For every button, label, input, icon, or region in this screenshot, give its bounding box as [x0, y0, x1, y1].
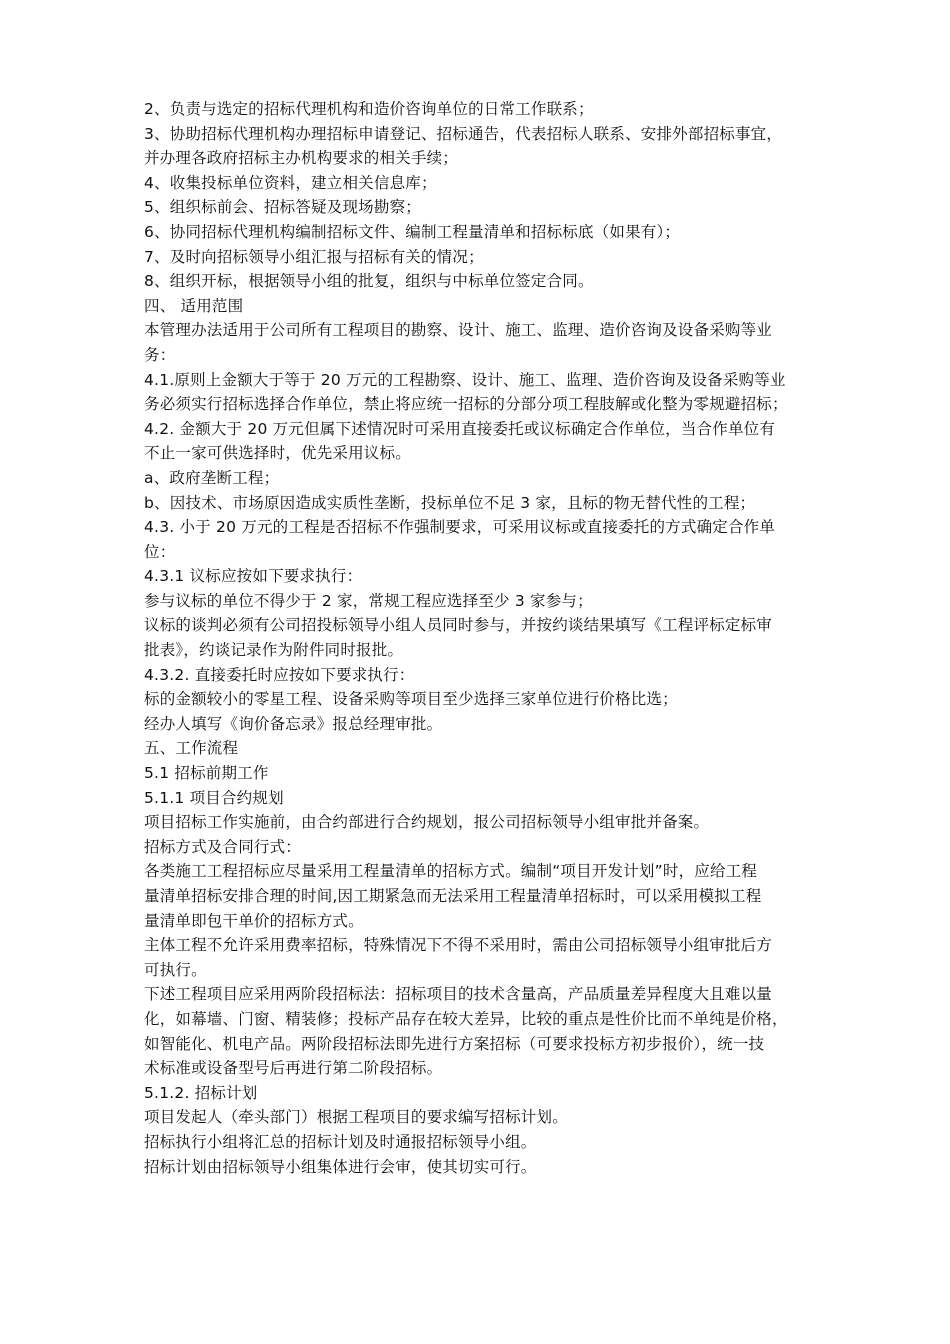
text-line: 项目招标工作实施前，由合约部进行合约规划，报公司招标领导小组审批并备案。	[144, 813, 710, 832]
text-line: 标的金额较小的零星工程、设备采购等项目至少选择三家单位进行价格比选；	[144, 690, 678, 709]
text-line: 如智能化、机电产品。两阶段招标法即先进行方案招标（可要求投标方初步报价），统一技	[144, 1034, 765, 1053]
text-line: 批表》，约谈记录作为附件同时报批。	[144, 641, 404, 660]
text-line: 议标的谈判必须有公司招投标领导小组人员同时参与，并按约谈结果填写《工程评标定标审	[144, 616, 773, 635]
text-line: 不止一家可供选择时，优先采用议标。	[144, 444, 411, 463]
text-line: 术标准或设备型号后再进行第二阶段招标。	[144, 1059, 443, 1078]
text-line: 主体工程不允许采用费率招标，特殊情况下不得不采用时，需由公司招标领导小组审批后方	[144, 936, 773, 955]
text-line: 可执行。	[144, 960, 207, 979]
document-body	[144, 97, 824, 1179]
text-line: 6、协同招标代理机构编制招标文件、编制工程量清单和招标标底（如果有）；	[144, 222, 681, 241]
text-line: 务必须实行招标选择合作单位，禁止将应统一招标的分部分项工程肢解或化整为零规避招标；	[144, 395, 788, 414]
text-line: 5、组织标前会、招标答疑及现场勘察；	[144, 198, 421, 217]
text-line: 量清单招标安排合理的时间,因工期紧急而无法采用工程量清单招标时，可以采用模拟工程	[144, 887, 762, 905]
text-line: 3、协助招标代理机构办理招标申请登记、招标通告，代表招标人联系、安排外部招标事宜，	[144, 124, 783, 143]
text-line: 招标计划由招标领导小组集体进行会审，使其切实可行。	[144, 1157, 537, 1176]
text-line: 务：	[144, 345, 176, 364]
section-heading: 四、 适用范围	[144, 296, 244, 315]
subsection-heading: 5.1.2. 招标计划	[144, 1083, 258, 1102]
text-line: 4.2. 金额大于 20 万元但属下述情况时可采用直接委托或议标确定合作单位，当合作单位有	[144, 419, 776, 438]
text-line: 招标方式及合同行式：	[144, 837, 302, 856]
text-line: 参与议标的单位不得少于 2 家，常规工程应选择至少 3 家参与；	[144, 591, 593, 610]
section-heading: 五、工作流程	[144, 739, 239, 758]
text-line: 2、负责与选定的招标代理机构和造价咨询单位的日常工作联系；	[144, 100, 594, 118]
text-line: 招标执行小组将汇总的招标计划及时通报招标领导小组。	[144, 1132, 537, 1151]
text-line: 8、组织开标，根据领导小组的批复，组织与中标单位签定合同。	[144, 272, 594, 291]
text-line: 4.1.原则上金额大于等于 20 万元的工程勘察、设计、施工、监理、造价咨询及设备采购等业	[144, 370, 786, 389]
text-line: 经办人填写《询价备忘录》报总经理审批。	[144, 714, 443, 733]
text-line: 下述工程项目应采用两阶段招标法：招标项目的技术含量高，产品质量差异程度大且难以量	[144, 985, 773, 1004]
text-line: 4.3. 小于 20 万元的工程是否招标不作强制要求，可采用议标或直接委托的方式确定合作单	[144, 518, 776, 537]
text-line: 4、收集投标单位资料，建立相关信息库；	[144, 173, 437, 192]
text-line: 量清单即包干单价的招标方式。	[144, 911, 364, 930]
subsection-heading: 5.1.1 项目合约规划	[144, 788, 284, 807]
text-line: 化，如幕墙、门窗、精装修；投标产品存在较大差异，比较的重点是性价比而不单纯是价格，	[144, 1009, 788, 1028]
text-line: 项目发起人（牵头部门）根据工程项目的要求编写招标计划。	[144, 1108, 568, 1127]
text-line: a、政府垄断工程；	[144, 468, 280, 487]
text-line: 本管理办法适用于公司所有工程项目的勘察、设计、施工、监理、造价咨询及设备采购等业	[144, 321, 773, 340]
text-line: 位：	[144, 542, 176, 561]
subsection-heading: 4.3.2. 直接委托时应按如下要求执行：	[144, 665, 415, 684]
subsection-heading: 4.3.1 议标应按如下要求执行：	[144, 567, 363, 586]
text-line: 7、及时向招标领导小组汇报与招标有关的情况；	[144, 247, 484, 266]
text-line: 各类施工工程招标应尽量采用工程量清单的招标方式。编制“项目开发计划”时，应给工程	[144, 862, 758, 881]
subsection-heading: 5.1 招标前期工作	[144, 764, 269, 783]
text-line: b、因技术、市场原因造成实质性垄断，投标单位不足 3 家，且标的物无替代性的工程；	[144, 493, 756, 512]
text-line: 并办理各政府招标主办机构要求的相关手续；	[144, 149, 459, 168]
